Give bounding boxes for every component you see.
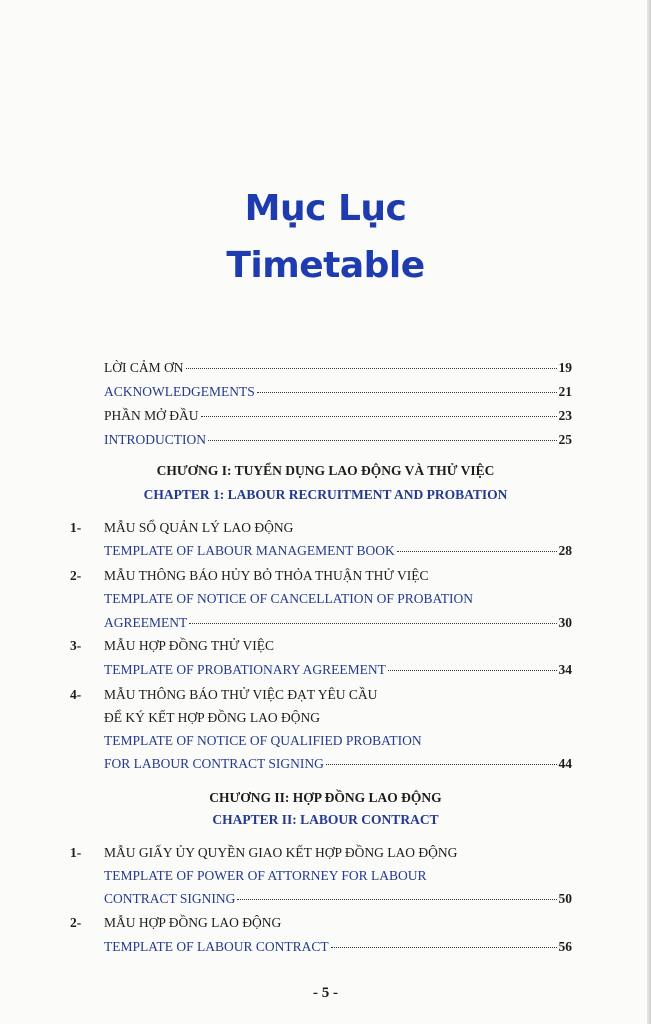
dot-leader (326, 764, 557, 765)
toc-entry-label: ACKNOWLEDGEMENTS (104, 384, 255, 399)
toc-entry-label: TEMPLATE OF LABOUR CONTRACT (104, 939, 329, 954)
dot-leader (201, 416, 557, 417)
item-number: 1- (70, 845, 82, 860)
toc-entry-page: 21 (558, 384, 572, 399)
item-title-vi: MẪU THÔNG BÁO HỦY BỎ THỎA THUẬN THỬ VIỆC (104, 568, 429, 583)
item-title-vi-line2: ĐỂ KÝ KẾT HỢP ĐỒNG LAO ĐỘNG (104, 710, 320, 725)
item-title-vi: MẪU HỢP ĐỒNG THỬ VIỆC (104, 638, 274, 653)
page-number: - 5 - (313, 985, 338, 1001)
item-title-vi: MẪU GIẤY ỦY QUYỀN GIAO KẾT HỢP ĐỒNG LAO ĐỘNG (104, 845, 458, 860)
page-title-english: Timetable (226, 245, 425, 286)
page-title-vietnamese: Mục Lục (244, 188, 407, 229)
toc-entry-phan-mo-dau[interactable] (104, 408, 572, 424)
item-title-en: TEMPLATE OF POWER OF ATTORNEY FOR LABOUR (104, 868, 427, 883)
item-number: 1- (70, 520, 82, 535)
chapter-2-heading-en: CHAPTER II: LABOUR CONTRACT (212, 812, 439, 827)
toc-entry-page: 56 (558, 939, 572, 954)
dot-leader (186, 368, 557, 369)
dot-leader (257, 392, 557, 393)
item-number: 2- (70, 568, 82, 583)
dot-leader (189, 623, 556, 624)
item-title-en: TEMPLATE OF NOTICE OF CANCELLATION OF PROBATION (104, 591, 474, 606)
item-number: 4- (70, 687, 82, 702)
item-title-vi: MẪU HỢP ĐỒNG LAO ĐỘNG (104, 915, 282, 930)
toc-entry-page: 25 (558, 432, 572, 447)
page-edge (647, 0, 651, 1024)
item-number: 3- (70, 638, 82, 653)
toc-entry-label: INTRODUCTION (104, 432, 206, 447)
chapter-1-heading-en: CHAPTER 1: LABOUR RECRUITMENT AND PROBATION (143, 487, 508, 502)
item-title-vi: MẪU SỔ QUẢN LÝ LAO ĐỘNG (104, 520, 294, 535)
toc-entry-page: 50 (558, 891, 572, 906)
toc-entry-label: PHẦN MỞ ĐẦU (104, 408, 199, 423)
toc-entry-page: 23 (558, 408, 572, 423)
toc-entry-introduction[interactable] (104, 432, 572, 448)
dot-leader (388, 670, 557, 671)
toc-entry-cancellation-of-probation[interactable] (104, 615, 572, 631)
toc-entry-power-of-attorney[interactable] (104, 891, 572, 907)
toc-entry-page: 19 (558, 360, 572, 375)
toc-entry-loi-cam-on[interactable] (104, 360, 572, 376)
toc-entry-label: AGREEMENT (104, 615, 188, 630)
item-title-en: TEMPLATE OF NOTICE OF QUALIFIED PROBATION (104, 733, 422, 748)
toc-entry-label: TEMPLATE OF LABOUR MANAGEMENT BOOK (104, 543, 395, 558)
item-title-vi: MẪU THÔNG BÁO THỬ VIỆC ĐẠT YÊU CẦU (104, 687, 378, 702)
toc-entry-acknowledgements[interactable] (104, 384, 572, 400)
toc-entry-probationary-agreement[interactable] (104, 662, 572, 678)
dot-leader (237, 899, 556, 900)
dot-leader (208, 440, 557, 441)
chapter-2-heading-vi: CHƯƠNG II: HỢP ĐỒNG LAO ĐỘNG (209, 790, 442, 805)
toc-entry-labour-management-book[interactable] (104, 543, 572, 559)
item-number: 2- (70, 915, 82, 930)
toc-entry-label: CONTRACT SIGNING (104, 891, 236, 906)
chapter-1-heading-vi: CHƯƠNG I: TUYỂN DỤNG LAO ĐỘNG VÀ THỬ VIỆC (156, 463, 495, 478)
toc-entry-page: 28 (558, 543, 572, 558)
toc-entry-label: TEMPLATE OF PROBATIONARY AGREEMENT (104, 662, 386, 677)
toc-entry-page: 30 (558, 615, 572, 630)
toc-entry-label: FOR LABOUR CONTRACT SIGNING (104, 756, 324, 771)
toc-entry-page: 44 (558, 756, 572, 771)
toc-entry-page: 34 (558, 662, 572, 677)
dot-leader (331, 947, 557, 948)
toc-entry-qualified-probation[interactable] (104, 756, 572, 772)
dot-leader (397, 551, 557, 552)
toc-entry-labour-contract[interactable] (104, 939, 572, 955)
toc-entry-label: LỜI CẢM ƠN (104, 360, 184, 375)
